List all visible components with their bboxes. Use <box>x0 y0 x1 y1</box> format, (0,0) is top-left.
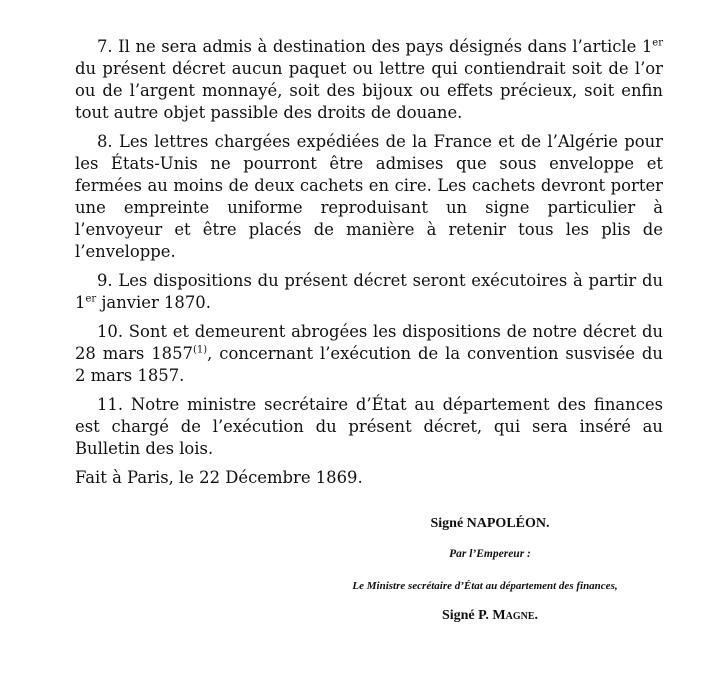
signature-napoleon: Signé NAPOLÉON. <box>430 516 550 531</box>
minister-title: Le Ministre secrétaire d’État au département des finances, <box>352 580 618 592</box>
fait-a-paris: Fait à Paris, le 22 Décembre 1869. <box>75 468 363 487</box>
article-10-text-continued: , concernant l’exécution de la convention susvisée du 2 mars 1857. <box>75 344 663 385</box>
article-10 <box>75 321 663 387</box>
article-10-footnote-mark: (1) <box>192 344 208 356</box>
article-7-superscript: er <box>652 37 663 49</box>
article-8 <box>75 131 663 263</box>
article-11 <box>75 394 663 460</box>
article-7-text: 7. Il ne sera admis à destination des pays désignés dans l’article 1 <box>97 37 653 56</box>
article-10-text: 10. Sont et demeurent abrogées les dispositions de notre décret du 28 mars 1857 <box>75 322 663 363</box>
article-9 <box>75 270 663 314</box>
article-9-text-continued: janvier 1870. <box>96 293 211 312</box>
signature-magne-prefix: Signé P. <box>441 608 493 623</box>
article-9-text: 9. Les dispositions du présent décret seront exécutoires à partir du 1 <box>75 271 663 312</box>
article-11-text: 11. Notre ministre secrétaire d’État au département des finances est chargé de l’exécution du présent décret, qui sera inséré au Bulletin des lois. <box>75 395 663 458</box>
signature-magne-suffix: . <box>534 608 539 623</box>
article-9-superscript: er <box>85 293 97 305</box>
article-7 <box>75 36 663 124</box>
document-body <box>75 36 663 489</box>
signature-magne-name: Magne <box>492 608 535 623</box>
signature-magne <box>380 608 600 624</box>
article-8-text: 8. Les lettres chargées expédiées de la France et de l’Algérie pour les États-Unis ne pourront être admises que sous enveloppe et fermées au moins de deux cachets en cire. Les cachets devront porter une empreinte uniforme reproduisant un signe particulier à l’envoyeur et être placés de manière à retenir tous les plis de l’enveloppe. <box>75 132 663 261</box>
par-l-empereur: Par l’Empereur : <box>449 548 531 560</box>
article-7-text-continued: du présent décret aucun paquet ou lettre qui contiendrait soit de l’or ou de l’argent monnayé, soit des bijoux ou effets précieux, soit enfin tout autre objet passible des droits de douane. <box>75 59 663 122</box>
